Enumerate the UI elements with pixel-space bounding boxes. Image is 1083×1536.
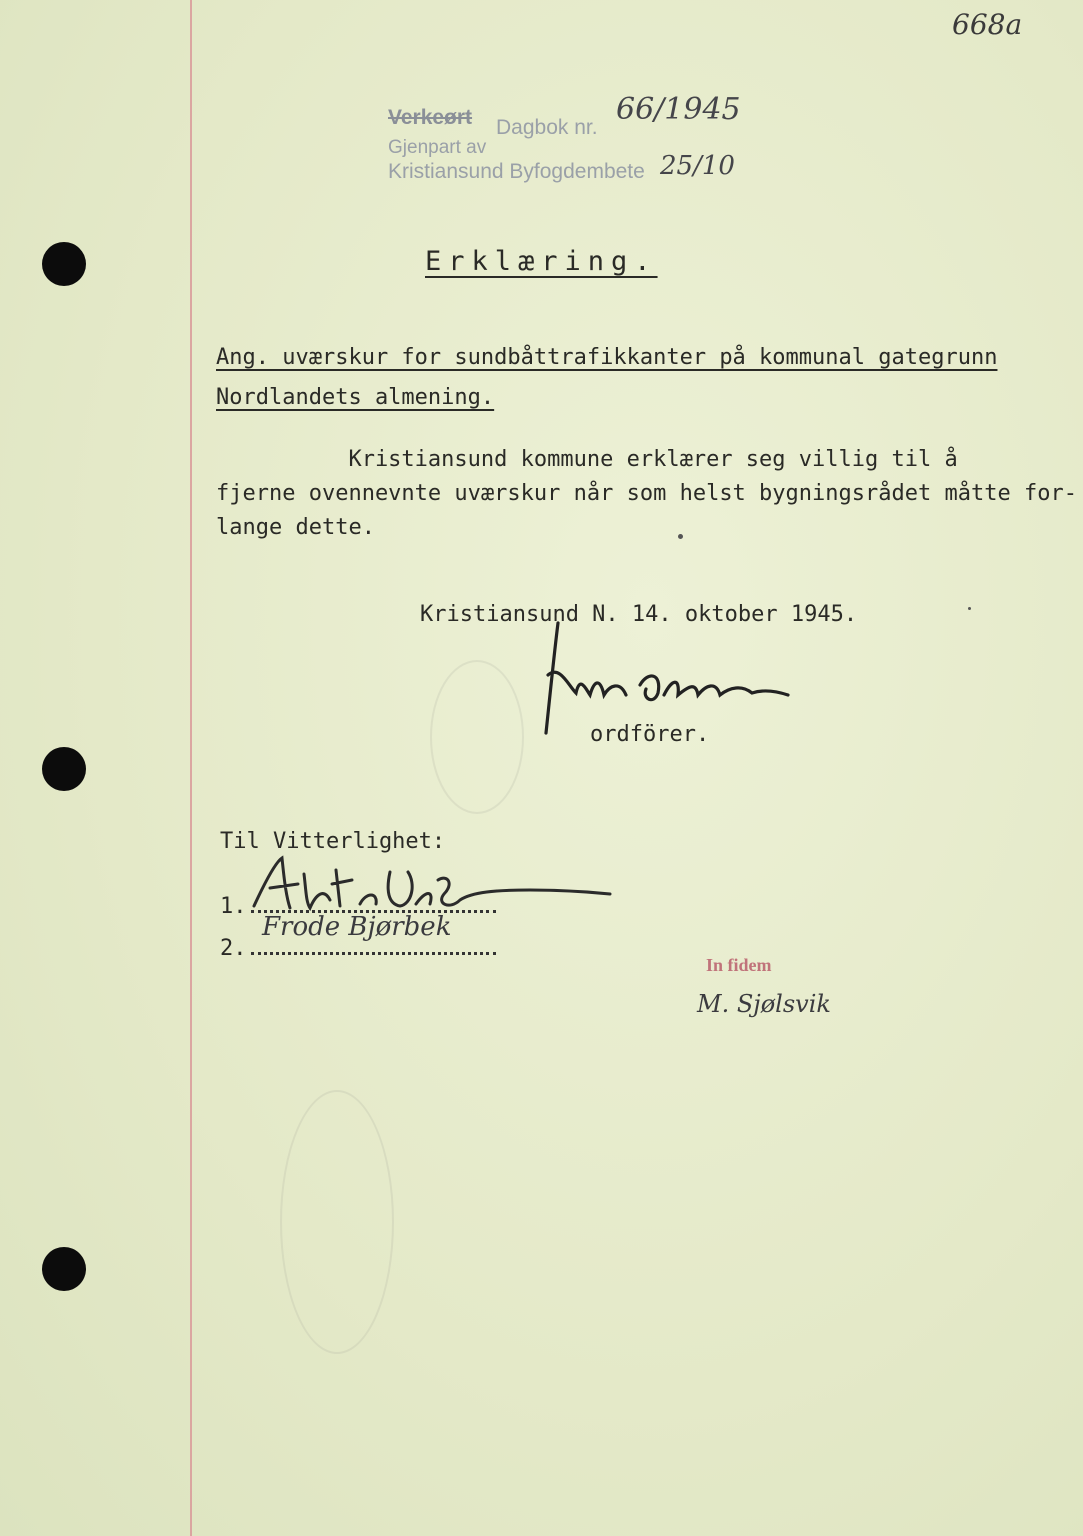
punch-hole [42, 1247, 86, 1291]
document-title: Erklæring. [425, 246, 658, 277]
punch-hole [42, 747, 86, 791]
stamp-dagbok-label: Dagbok nr. [496, 116, 598, 139]
stamp-office-label: Kristiansund Byfogdembete [388, 160, 645, 183]
subject-line: Ang. uværskur for sundbåttrafikkanter på kommunal gategrunn [216, 345, 998, 370]
margin-line [190, 0, 192, 1536]
registry-stamp [388, 92, 758, 185]
body-line: lange dette. [216, 515, 375, 540]
punch-hole [42, 242, 86, 286]
body-line: Kristiansund kommune erklærer seg villig til å [216, 447, 958, 472]
stamp-dagbok-number: 66/1945 [616, 92, 741, 127]
in-fidem-signature: M. Sjølsvik [697, 990, 831, 1018]
body-line: fjerne ovennevnte uværskur når som helst bygningsrådet måtte for- [216, 481, 1077, 506]
witness-dotted-line [251, 952, 496, 955]
subject-block [216, 338, 997, 418]
witness-1-signature [240, 850, 620, 920]
place-date: Kristiansund N. 14. oktober 1945. [420, 602, 858, 627]
stamp-date: 25/10 [660, 151, 735, 181]
stamp-gjenpart-label: Gjenpart av [388, 137, 487, 158]
page-number: 668a [952, 8, 1023, 41]
in-fidem-stamp: In fidem [706, 955, 772, 975]
witness-label: Til Vitterlighet: [220, 829, 446, 854]
witness-2-signature: Frode Bjørbek [262, 912, 452, 942]
faint-stamp-ring [280, 1090, 394, 1354]
ink-dot [968, 607, 971, 610]
stamp-struck-word: Verkeørt [388, 106, 473, 129]
faint-stamp-ring [430, 660, 524, 814]
body-paragraph [216, 443, 1077, 545]
ink-dot [678, 534, 683, 539]
witness-number: 1. [220, 894, 247, 919]
witness-number: 2. [220, 936, 247, 961]
signer-role: ordförer. [590, 722, 710, 747]
subject-line: Nordlandets almening. [216, 385, 495, 410]
